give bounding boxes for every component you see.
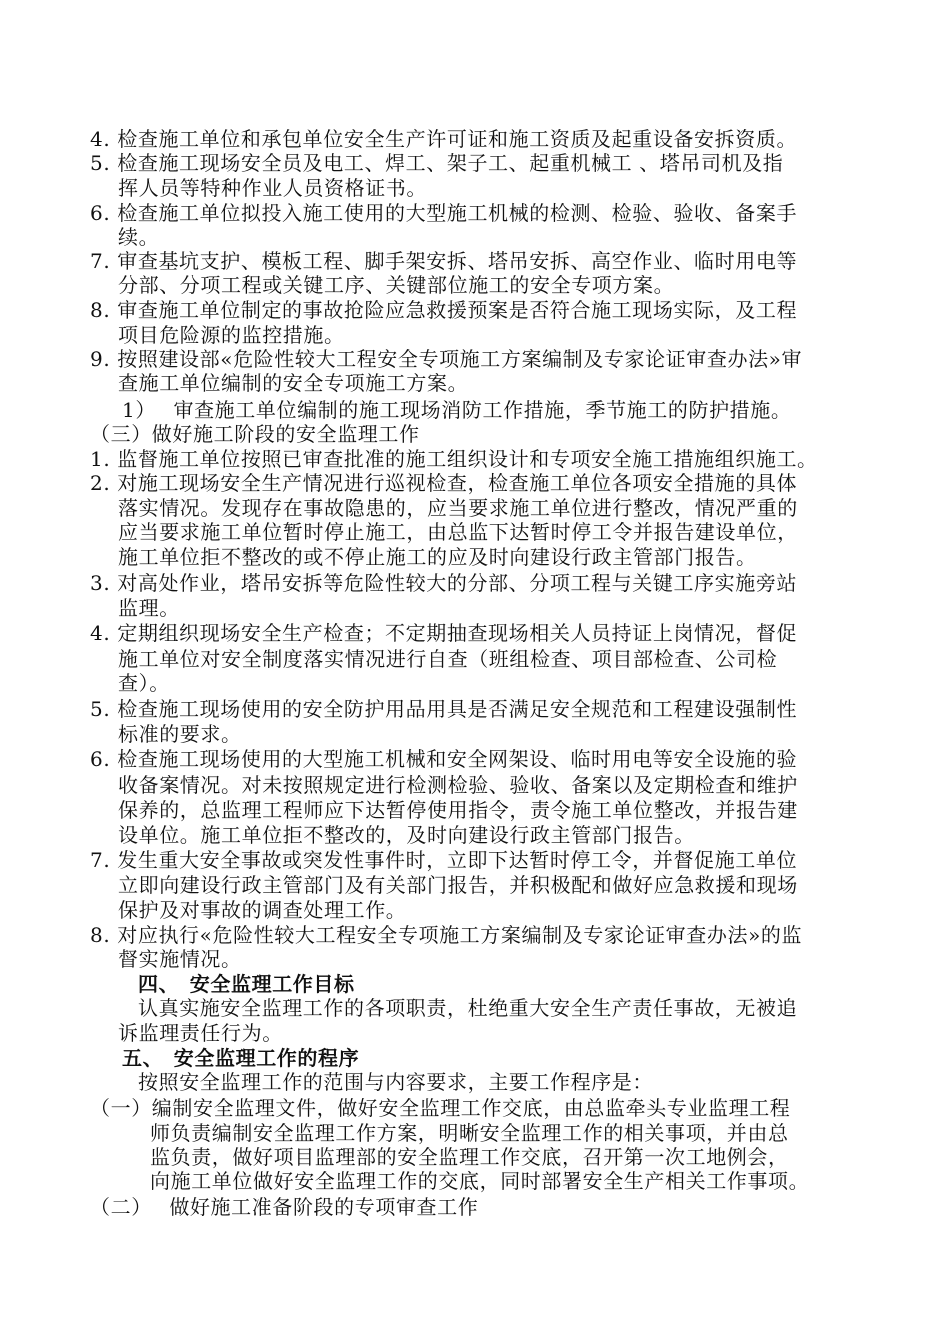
text-line: 5. 检查施工现场安全员及电工、焊工、架子工、起重机械工 、塔吊司机及指 xyxy=(90,151,784,175)
text-line: 续。 xyxy=(118,225,160,249)
text-line: 师负责编制安全监理工作方案，明晰安全监理工作的相关事项，并由总 xyxy=(150,1121,789,1145)
text-line: 设单位。施工单位拒不整改的，及时向建设行政主管部门报告。 xyxy=(118,823,695,847)
text-line: 1. 监督施工单位按照已审查批准的施工组织设计和专项安全施工措施组织施工。 xyxy=(90,447,818,471)
text-line: 4. 检查施工单位和承包单位安全生产许可证和施工资质及起重设备安拆资质。 xyxy=(90,127,798,151)
text-line: 8. 审查施工单位制定的事故抢险应急救援预案是否符合施工现场实际，及工程 xyxy=(90,298,798,322)
text-line: 应当要求施工单位暂时停止施工，由总监下达暂时停工令并报告建设单位， xyxy=(118,520,798,544)
text-line: 监理。 xyxy=(118,596,180,620)
text-line: （一）编制安全监理文件，做好安全监理工作交底，由总监牵头专业监理工程 xyxy=(90,1096,791,1120)
text-line: 1） 审查施工单位编制的施工现场消防工作措施，季节施工的防护措施。 xyxy=(122,398,792,422)
text-line: 标准的要求。 xyxy=(118,722,242,746)
text-line: 立即向建设行政主管部门及有关部门报告，并积极配和做好应急救援和现场 xyxy=(118,873,798,897)
text-line: 5. 检查施工现场使用的安全防护用品用具是否满足安全规范和工程建设强制性 xyxy=(90,697,798,721)
text-line: 7. 发生重大安全事故或突发性事件时，立即下达暂时停工令，并督促施工单位 xyxy=(90,848,798,872)
text-line: 施工单位对安全制度落实情况进行自查（班组检查、项目部检查、公司检 xyxy=(118,647,778,671)
text-line: 3. 对高处作业，塔吊安拆等危险性较大的分部、分项工程与关键工序实施旁站 xyxy=(90,571,798,595)
text-line: 保养的，总监理工程师应下达暂停使用指令，责令施工单位整改，并报告建 xyxy=(118,798,798,822)
text-line: 9. 按照建设部«危险性较大工程安全专项施工方案编制及专家论证审查办法»审 xyxy=(90,347,803,371)
text-line: 督实施情况。 xyxy=(118,947,242,971)
text-line: 项目危险源的监控措施。 xyxy=(118,323,345,347)
text-line: 查施工单位编制的安全专项施工方案。 xyxy=(118,371,469,395)
text-line: 诉监理责任行为。 xyxy=(118,1021,283,1045)
section-heading: （二） 做好施工准备阶段的专项审查工作 xyxy=(90,1195,479,1219)
text-line: 7. 审查基坑支护、模板工程、脚手架安拆、塔吊安拆、高空作业、临时用电等 xyxy=(90,249,798,273)
text-line: 落实情况。发现存在事故隐患的，应当要求施工单位进行整改，情况严重的 xyxy=(118,496,798,520)
text-line: 施工单位拒不整改的或不停止施工的应及时向建设行政主管部门报告。 xyxy=(118,545,757,569)
text-line: 8. 对应执行«危险性较大工程安全专项施工方案编制及专家论证审查办法»的监 xyxy=(90,923,803,947)
text-line: 监负责，做好项目监理部的安全监理工作交底，召开第一次工地例会， xyxy=(150,1145,789,1169)
text-line: 分部、分项工程或关键工序、关键部位施工的安全专项方案。 xyxy=(118,273,675,297)
section-heading: （三）做好施工阶段的安全监理工作 xyxy=(90,422,420,446)
text-line: 6. 检查施工单位拟投入施工使用的大型施工机械的检测、检验、验收、备案手 xyxy=(90,201,798,225)
text-line: 认真实施安全监理工作的各项职责，杜绝重大安全生产责任事故，无被追 xyxy=(138,996,798,1020)
text-line: 4. 定期组织现场安全生产检查；不定期抽查现场相关人员持证上岗情况，督促 xyxy=(90,621,798,645)
text-line: 查）。 xyxy=(118,671,170,695)
section-heading: 五、 安全监理工作的程序 xyxy=(122,1046,360,1070)
text-line: 2. 对施工现场安全生产情况进行巡视检查，检查施工单位各项安全措施的具体 xyxy=(90,471,798,495)
text-line: 向施工单位做好安全监理工作的交底，同时部署安全生产相关工作事项。 xyxy=(150,1169,810,1193)
text-line: 保护及对事故的调查处理工作。 xyxy=(118,898,407,922)
text-line: 6. 检查施工现场使用的大型施工机械和安全网架设、临时用电等安全设施的验 xyxy=(90,747,798,771)
text-line: 挥人员等特种作业人员资格证书。 xyxy=(118,176,427,200)
section-heading: 四、 安全监理工作目标 xyxy=(138,972,355,996)
text-line: 收备案情况。对未按照规定进行检测检验、验收、备案以及定期检查和维护 xyxy=(118,773,798,797)
text-line: 按照安全监理工作的范围与内容要求，主要工作程序是： xyxy=(138,1070,653,1094)
